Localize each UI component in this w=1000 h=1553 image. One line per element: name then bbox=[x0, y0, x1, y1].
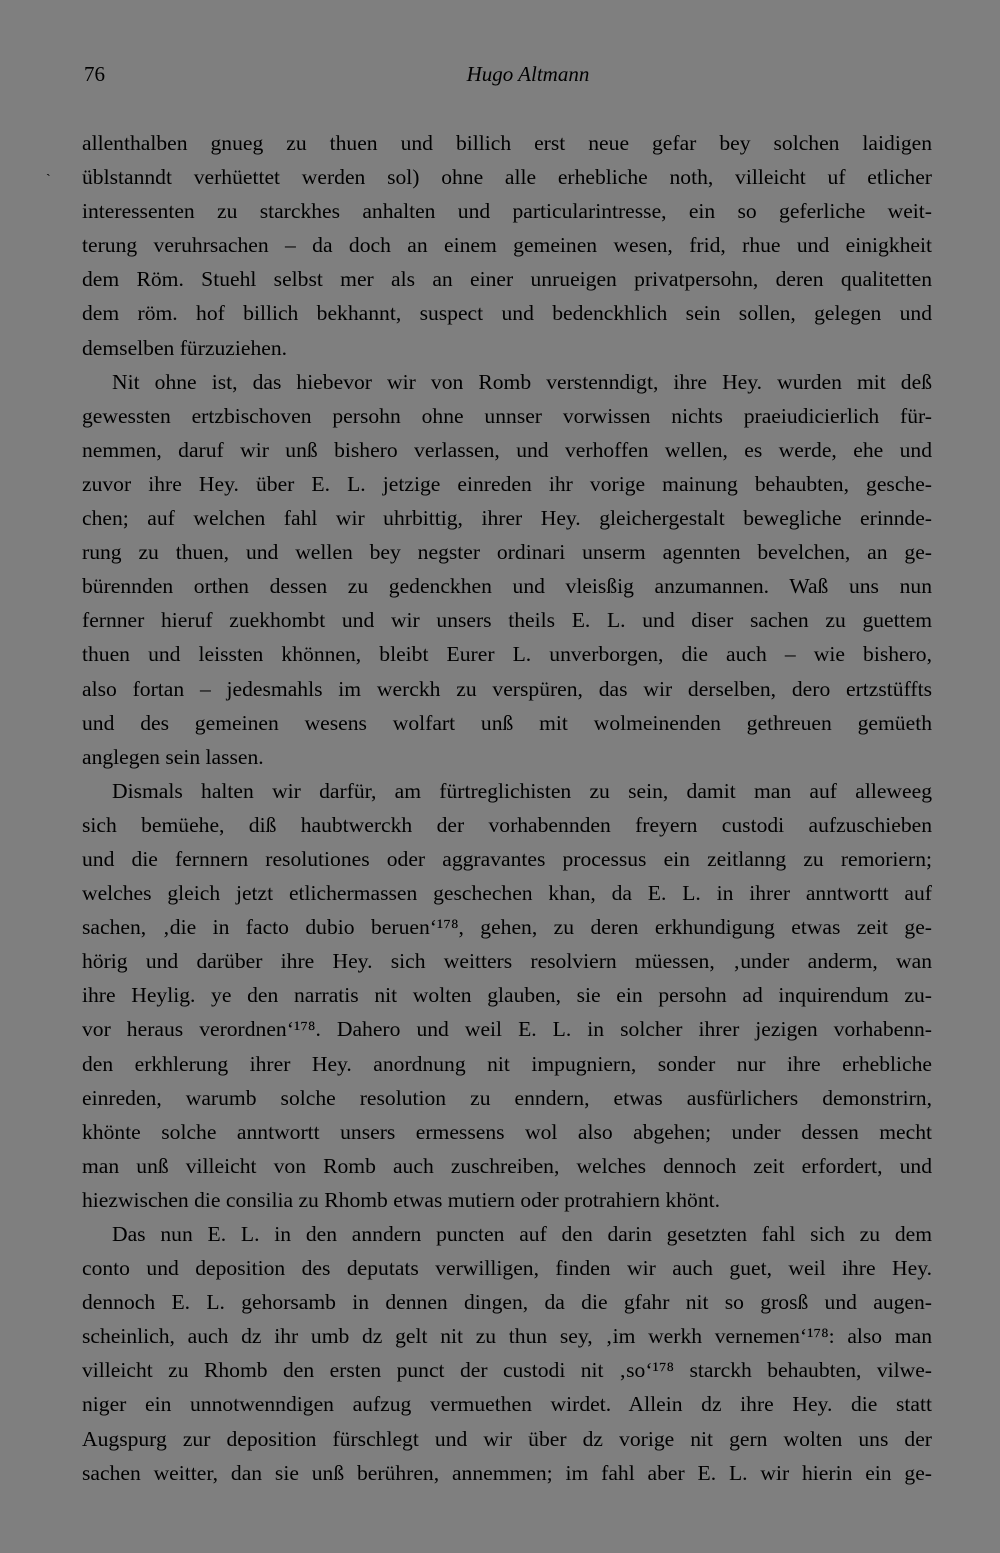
text-line: demselben fürzuziehen. bbox=[82, 335, 288, 360]
text-line: üblstanndt verhüettet werden sol) ohne alle erhebliche noth, villeicht uf etlicher bbox=[82, 165, 932, 190]
text-line: allenthalben gnueg zu thuen und billich erst neue gefar bey solchen laidigen bbox=[82, 131, 932, 155]
text-line: Dismals halten wir darfür, am fürtreglichisten zu sein, damit man auf alleweeg bbox=[112, 778, 932, 803]
paragraph bbox=[82, 774, 932, 1217]
text-line: und des gemeinen wesens wolfart unß mit wolmeinenden gethreuen gemüeth bbox=[82, 710, 932, 735]
text-line: thuen und leissten khönnen, bleibt Eurer L. unverborgen, die auch – wie bishero, bbox=[82, 642, 932, 667]
text-line: sich bemüehe, diß haubtwerckh der vorhabennden freyern custodi aufzuschieben bbox=[82, 812, 932, 837]
text-line: sachen weitter, dan sie unß berühren, annemmen; im fahl aber E. L. wir hierin ein ge- bbox=[82, 1460, 932, 1485]
running-head: Hugo Altmann bbox=[466, 62, 590, 86]
text-line: vor heraus verordnen‘¹⁷⁸. Dahero und weil E. L. in solcher ihrer jezigen vorhabenn- bbox=[82, 1017, 932, 1042]
paragraph bbox=[82, 365, 932, 774]
margin-mark: ˎ bbox=[46, 162, 51, 177]
text-line: welches gleich jetzt etlichermassen geschechen khan, da E. L. in ihrer anntwortt auf bbox=[82, 881, 932, 906]
text-line: und die fernnern resolutiones oder aggravantes processus ein zeitlanng zu remoriern; bbox=[82, 846, 932, 871]
text-line: hiezwischen die consilia zu Rhomb etwas mutiern oder protrahiern khönt. bbox=[82, 1187, 721, 1212]
text-line: anglegen sein lassen. bbox=[82, 744, 264, 769]
paragraph bbox=[82, 1217, 932, 1490]
text-line: conto und deposition des deputats verwilligen, finden wir auch guet, weil ihre Hey. bbox=[82, 1256, 932, 1281]
text-line: bürennden orthen dessen zu gedenckhen und vleisßig anzumannen. Waß uns nun bbox=[82, 574, 932, 599]
text-line: man unß villeicht von Romb auch zuschreiben, welches dennoch zeit erfordert, und bbox=[82, 1153, 932, 1178]
text-line: rung zu thuen, und wellen bey negster ordinari unserm agennten bevelchen, an ge- bbox=[82, 540, 932, 565]
page-header bbox=[84, 57, 932, 91]
text-line: gewessten ertzbischoven persohn ohne unnser vorwissen nichts praeiudicierlich für- bbox=[82, 403, 932, 428]
text-line: fernner hieruf zuekhombt und wir unsers theils E. L. und diser sachen zu guettem bbox=[82, 608, 932, 633]
paragraph bbox=[82, 126, 932, 365]
text-line: sachen, ‚die in facto dubio beruen‘¹⁷⁸, gehen, zu deren erkhundigung etwas zeit ge- bbox=[82, 915, 932, 940]
text-line: Das nun E. L. in den anndern puncten auf den darin gesetzten fahl sich zu dem bbox=[112, 1222, 932, 1246]
text-line: scheinlich, auch dz ihr umb dz gelt nit zu thun sey, ‚im werkh vernemen‘¹⁷⁸: also man bbox=[82, 1324, 932, 1349]
text-line: villeicht zu Rhomb den ersten punct der custodi nit ‚so‘¹⁷⁸ starckh behaubten, vilwe- bbox=[82, 1358, 932, 1383]
text-line: einreden, warumb solche resolution zu enndern, etwas ausfürlichers demonstrirn, bbox=[82, 1085, 932, 1110]
text-line: zuvor ihre Hey. über E. L. jetzige einreden ihr vorige mainung behaubten, gesche- bbox=[82, 471, 932, 496]
text-line: nemmen, daruf wir unß bishero verlassen, und verhoffen wellen, es werde, ehe und bbox=[82, 437, 932, 462]
text-line: hörig und darüber ihre Hey. sich weitters resolviern müessen, ‚under anderm, wan bbox=[82, 949, 932, 974]
text-line: ihre Heylig. ye den narratis nit wolten glauben, sie ein persohn ad inquirendum zu- bbox=[82, 983, 932, 1008]
text-line: also fortan – jedesmahls im werckh zu verspüren, das wir derselben, dero ertzstüffts bbox=[82, 676, 932, 701]
text-line: den erkhlerung ihrer Hey. anordnung nit impugniern, sonder nur ihre erhebliche bbox=[82, 1051, 932, 1076]
text-line: dem Röm. Stuehl selbst mer als an einer unrueigen privatpersohn, deren qualitetten bbox=[82, 267, 932, 292]
text-line: Augspurg zur deposition fürschlegt und wir über dz vorige nit gern wolten uns der bbox=[82, 1426, 932, 1451]
body-text bbox=[82, 126, 932, 1490]
text-line: niger ein unnotwenndigen aufzug vermuethen wirdet. Allein dz ihre Hey. die statt bbox=[82, 1392, 932, 1417]
text-line: khönte solche anntwortt unsers ermessens wol also abgehen; under dessen mecht bbox=[82, 1119, 932, 1144]
text-line: chen; auf welchen fahl wir uhrbittig, ihrer Hey. gleichergestalt bewegliche erinnde- bbox=[82, 506, 932, 531]
page-number: 76 bbox=[84, 62, 105, 86]
text-line: interessenten zu starckhes anhalten und particularintresse, ein so geferliche weit- bbox=[82, 199, 932, 224]
text-line: terung veruhrsachen – da doch an einem gemeinen wesen, frid, rhue und einigkheit bbox=[82, 233, 932, 258]
text-line: Nit ohne ist, das hiebevor wir von Romb verstenndigt, ihre Hey. wurden mit deß bbox=[112, 369, 932, 394]
text-line: dennoch E. L. gehorsamb in dennen dingen, da die gfahr nit so grosß und augen- bbox=[82, 1290, 932, 1315]
text-line: dem röm. hof billich bekhannt, suspect und bedenckhlich sein sollen, gelegen und bbox=[82, 301, 932, 326]
